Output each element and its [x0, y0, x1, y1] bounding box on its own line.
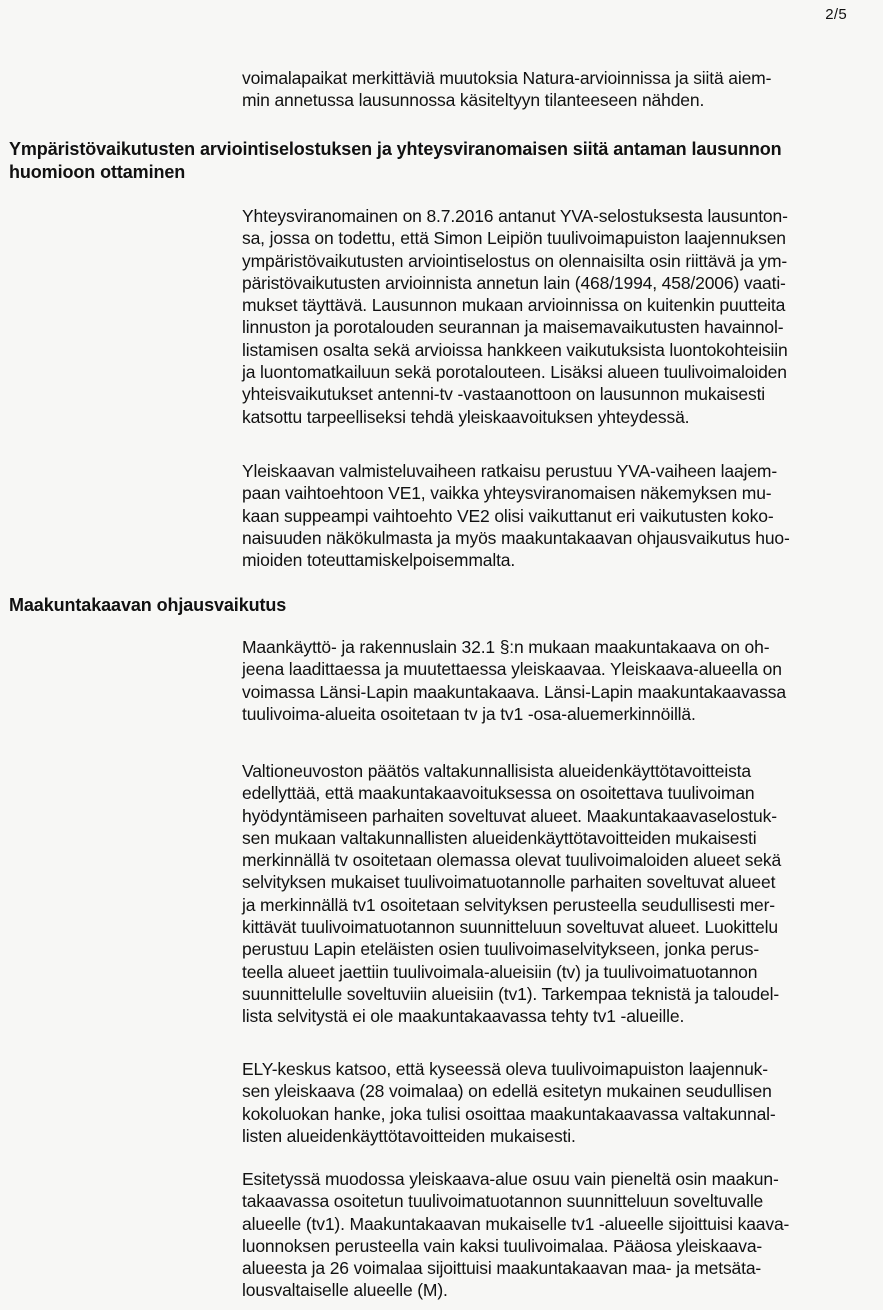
paragraph-plan-area-location: Esitetyssä muodossa yleiskaava-alue osuu vain pieneltä osin maakun- takaavassa osoitetun tuulivoimatuotannon suunnitteluun soveltuvalle alueelle (tv1). Maakuntakaavan mukaiselle tv1 -alueelle sijoittuisi kaava- luonnoksen perusteella vain kaksi tuulivoimalaa. Pääosa yleiskaava- alueesta ja 26 voimalaa sijoittuisi maakuntakaavan maa- ja metsäta- lousvaltaiselle alueelle (M).: [242, 1169, 790, 1301]
section-heading-regional-plan: Maakuntakaavan ohjausvaikutus: [9, 595, 287, 615]
paragraph-government-decision: Valtioneuvoston päätös valtakunnallisista alueidenkäyttötavoitteista edellyttää, että maakuntakaavoituksessa on osoitettava tuulivoiman hyödyntämiseen parhaiten soveltuvat alueet. Maakuntakaavaselostuk- sen mukaan valtakunnallisten alueidenkäyttötavoitteiden mukaisesti merkinnällä tv osoitetaan olemassa olevat tuulivoimaloiden alueet sekä selvityksen mukaiset tuulivoimatuotannolle parhaiten soveltuvat alueet ja merkinnällä tv1 osoitetaan selvityksen perusteella seudullisesti mer- kittävät tuulivoimatuotannon suunnitteluun soveltuvat alueet. Luokittelu perustuu Lapin eteläisten osien tuulivoimaselvitykseen, jonka perus- teella alueet jaettiin tuulivoimala-alueisiin (tv) ja tuulivoimatuotannon suunnittelulle soveltuviin alueisiin (tv1). Tarkempaa teknistä ja taloudel- lista selvitystä ei ole maakuntakaavassa tehty tv1 -alueille.: [242, 761, 782, 1027]
paragraph-ve1-alternative: Yleiskaavan valmisteluvaiheen ratkaisu perustuu YVA-vaiheen laajem- paan vaihtoehtoon VE1, vaikka yhteysviranomaisen näkemyksen mu- kaan suppeampi vaihtoehto VE2 olisi vaikuttanut eri vaikutusten koko- naisuuden näkökulmasta ja myös maakuntakaavan ohjausvaikutus huo- mioiden toteuttamiskelpoisemmalta.: [242, 461, 790, 571]
paragraph-land-use-act: Maankäyttö- ja rakennuslain 32.1 §:n mukaan maakuntakaava on oh- jeena laadittaessa ja muutettaessa yleiskaavaa. Yleiskaava-alueella on voimassa Länsi-Lapin maakuntakaava. Länsi-Lapin maakuntakaavassa tuulivoima-alueita osoitetaan tv ja tv1 -osa-aluemerkinnöillä.: [242, 637, 786, 724]
paragraph-ely-centre-view: ELY-keskus katsoo, että kyseessä oleva tuulivoimapuiston laajennuk- sen yleiskaava (28 voimalaa) on edellä esitetyn mukainen seudullisen kokoluokan hanke, joka tulisi osoittaa maakuntakaavassa valtakunnal- listen alueidenkäyttötavoitteiden mukaisesti.: [242, 1059, 776, 1146]
section-heading-eia: Ympäristövaikutusten arviointiselostuksen ja yhteysviranomaisen siitä antaman lausunnon huomioon ottaminen: [9, 139, 782, 182]
paragraph-eia-statement: Yhteysviranomainen on 8.7.2016 antanut YVA-selostuksesta lausunton- sa, jossa on todettu, että Simon Leipiön tuulivoimapuiston laajennuksen ympäristövaikutusten arviointiselostus on olennaisilta osin riittävä ja ym- päristövaikutusten arvioinnista annetun lain (468/1994, 458/2006) vaati- mukset täyttävä. Lausunnon mukaan arvioinnissa on kuitenkin puutteita linnuston ja porotalouden seurannan ja maisemavaikutusten havainnol- listamisen osalta sekä arvioissa hankkeen vaikutuksista luontokohteisiin ja luontomatkailuun sekä porotalouteen. Lisäksi alueen tuulivoimaloiden yhteisvaikutukset antenni-tv -vastaanottoon on lausunnon mukaisesti katsottu tarpeelliseksi tehdä yleiskaavoituksen yhteydessä.: [242, 206, 788, 427]
intro-paragraph: voimalapaikat merkittäviä muutoksia Natura-arvioinnissa ja siitä aiem- min annetussa lausunnossa käsiteltyyn tilanteeseen nähden.: [242, 68, 772, 111]
page-number: 2/5: [825, 6, 847, 23]
